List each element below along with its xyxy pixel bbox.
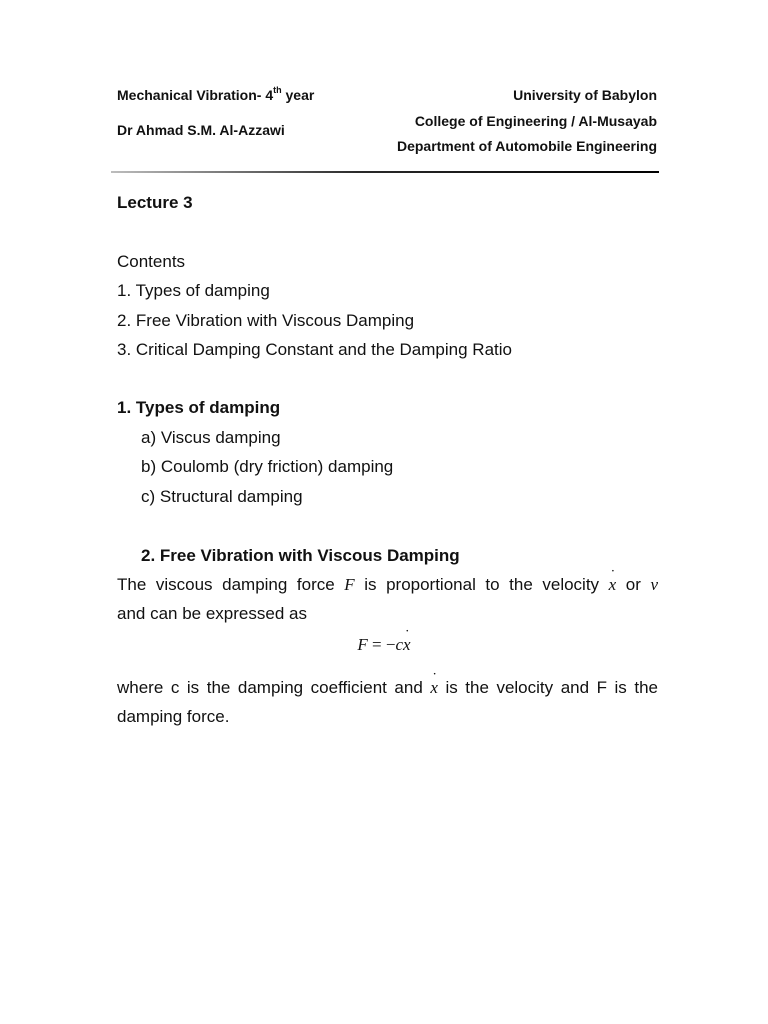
college-name: College of Engineering / Al-Musayab xyxy=(414,113,657,129)
text-run: or xyxy=(616,575,651,594)
paragraph-line: and can be expressed as xyxy=(117,604,307,623)
equation-lhs: F xyxy=(357,635,368,654)
math-variable-v: v xyxy=(650,575,658,594)
course-year-superscript: th xyxy=(273,85,282,96)
damping-type-item: a) Viscus damping xyxy=(141,428,281,447)
contents-item: 1. Types of damping xyxy=(117,281,270,300)
damping-force-equation xyxy=(0,634,768,656)
contents-heading: Contents xyxy=(117,252,186,271)
section2-heading: 2. Free Vibration with Viscous Damping xyxy=(141,546,460,565)
department-name: Department of Automobile Engineering xyxy=(396,138,657,154)
header-divider xyxy=(111,171,659,173)
contents-item: 3. Critical Damping Constant and the Damping Ratio xyxy=(117,340,512,359)
paragraph-line: damping force. xyxy=(117,707,230,726)
course-name: Mechanical Vibration- 4 xyxy=(117,87,274,103)
lecture-title: Lecture 3 xyxy=(117,193,193,212)
contents-item: 2. Free Vibration with Viscous Damping xyxy=(117,311,415,330)
section1-heading: 1. Types of damping xyxy=(117,398,281,417)
course-year-suffix: year xyxy=(281,87,315,103)
paragraph-line xyxy=(117,677,658,699)
lecturer-name: Dr Ahmad S.M. Al-Azzawi xyxy=(117,122,285,138)
text-run: is the velocity and F is the xyxy=(437,678,658,697)
text-run: where c is the damping coefficient and xyxy=(117,678,431,697)
math-variable-F: F xyxy=(344,575,355,594)
course-title xyxy=(117,86,314,104)
text-run: The viscous damping force xyxy=(117,575,345,594)
text-run: is proportional to the velocity xyxy=(354,575,609,594)
math-x-dot: ˙ x xyxy=(609,574,617,596)
damping-type-item: b) Coulomb (dry friction) damping xyxy=(141,457,394,476)
equation-x-dot: ˙ x xyxy=(403,634,411,656)
equation-coefficient: c xyxy=(395,635,404,654)
paragraph-line xyxy=(117,574,658,596)
equation-operator: = − xyxy=(367,635,396,654)
university-name: University of Babylon xyxy=(513,87,657,103)
math-x-dot: ˙ x xyxy=(430,677,438,699)
damping-type-item: c) Structural damping xyxy=(141,487,303,506)
